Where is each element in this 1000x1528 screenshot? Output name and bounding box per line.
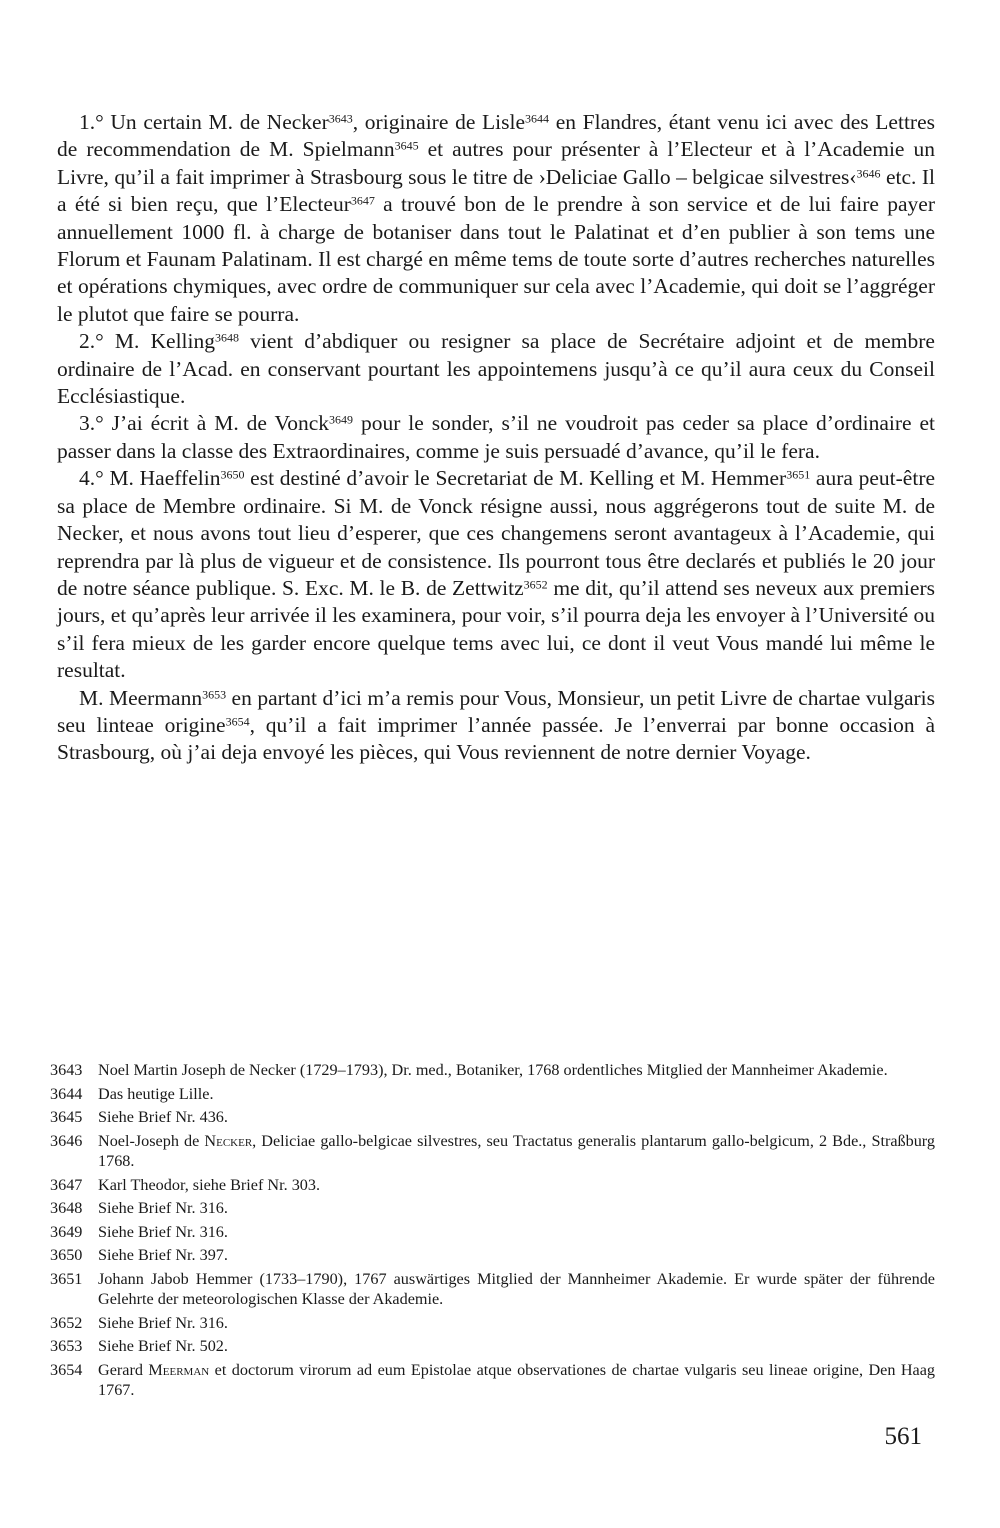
text-run: a trouvé bon de le prendre à son service et de lui faire payer annuellement 1000 fl. à charge de botaniser dans tout le Palatinat et d’en publier à son tems une Florum et Faunam Palatinam. Il est chargé en même tems de toute sorte d’autres recherches naturelles et opérations chymiques, avec ordre de communiquer sur cela avec l’Academie, qui doit se l’aggréger le plutot que faire se pourra.	[57, 192, 935, 326]
author-name: Necker	[204, 1131, 253, 1150]
footnote-item	[50, 1336, 935, 1356]
footnote-number: 3643	[50, 1061, 83, 1079]
footnote-number: 3652	[50, 1313, 83, 1332]
text-run: Johann Jabob Hemmer (1733–1790), 1767 auswärtiges Mitglied der Mannheimer Akademie. Er wurde später der führende Gelehrte der meteorologischen Klasse der Akademie.	[98, 1269, 935, 1309]
footnotes	[50, 1060, 935, 1404]
footnote-item	[50, 1131, 935, 1171]
footnote-ref: 3647	[350, 193, 375, 208]
text-run: M. Meermann	[79, 685, 203, 710]
footnote-number: 3649	[50, 1222, 83, 1241]
text-run: Siehe Brief Nr. 316.	[98, 1313, 228, 1332]
footnote-item	[50, 1060, 935, 1080]
footnote-text	[98, 1269, 935, 1309]
text-run: et autres pour présenter à l’Electeur et à l’Academie un Livre, qu’il a fait imprimer à Strasbourg sous le titre de ›Deliciae Gallo – belgicae silvestres‹	[57, 137, 936, 189]
footnote-number: 3644	[50, 1084, 83, 1103]
page-number: 561	[884, 1423, 922, 1450]
text-run: et doctorum virorum ad eum Epistolae atque observationes de chartae vulgaris seu lineae origine, Den Haag 1767.	[98, 1360, 936, 1400]
text-run: pour le sonder, s’il ne voudroit pas ceder sa place d’ordinaire et passer dans la classe des Extraordinaires, comme je suis persuadé d’avance, qu’il le fera.	[57, 411, 935, 463]
text-run: vient d’abdiquer ou resigner sa place de Secrétaire adjoint et de membre ordinaire de l’Acad. en conservant pourtant les appointemens jusqu’à ce qu’il aura ceux du Conseil Ecclésiastique.	[57, 329, 935, 409]
footnote-text	[98, 1060, 935, 1080]
text-run: me dit, qu’il attend ses neveux aux premiers jours, et qu’après leur arrivée il les examinera, pour voir, s’il pourra deja les envoyer à l’Université ou s’il fera mieux de les garder encore quelque tems avec lui, ce dont il veut Vous mandé lui même le resultat.	[57, 575, 935, 683]
paragraph-3	[57, 410, 935, 465]
text-run: Siehe Brief Nr. 502.	[98, 1337, 228, 1356]
footnote-text	[98, 1222, 935, 1242]
footnote-ref: 3652	[523, 577, 548, 592]
letter-body	[57, 109, 935, 767]
text-run: aura peut-être sa place de Membre ordinaire. Si M. de Vonck résigne aussi, nous aggrégerons tout de suite M. de Necker, et nous avons tout lieu d’esperer, que ces changemens seront avantageux à l’Academie, qui reprendra par là plus de vigueur et de consistence. Ils pourront tous être declarés et publiés le 20 jour de notre séance publique. S. Exc. M. le B. de Zettwitz	[57, 466, 936, 600]
footnote-ref: 3650	[220, 467, 245, 482]
footnote-ref: 3653	[202, 686, 227, 701]
text-run: est destiné d’avoir le Secretariat de M. Kelling et M. Hemmer	[244, 466, 787, 491]
footnote-ref: 3645	[394, 138, 419, 153]
footnote-ref: 3644	[525, 111, 550, 126]
text-run: en partant d’ici m’a remis pour Vous, Monsieur, un petit Livre de chartae vulgaris seu linteae origine	[57, 685, 936, 737]
text-run: etc. Il a été si bien reçu, que l’Electeur	[57, 164, 935, 217]
text-run: 1.° Un certain M. de Necker	[79, 110, 329, 134]
footnote-text	[98, 1198, 935, 1218]
footnote-ref: 3654	[225, 714, 250, 729]
footnote-number: 3646	[50, 1131, 83, 1150]
text-run: Siehe Brief Nr. 316.	[98, 1222, 228, 1241]
text-run: 2.° M. Kelling	[79, 329, 215, 354]
text-run: Das heutige Lille.	[98, 1084, 214, 1103]
author-name: Meerman	[148, 1360, 210, 1379]
footnote-item	[50, 1313, 935, 1333]
footnote-text	[98, 1245, 935, 1265]
footnote-number: 3650	[50, 1246, 83, 1265]
footnote-text	[98, 1107, 935, 1127]
footnote-number: 3645	[50, 1108, 83, 1127]
footnote-text	[98, 1336, 935, 1356]
paragraph-2	[57, 328, 935, 410]
footnote-number: 3654	[50, 1360, 83, 1379]
text-run: Karl Theodor, siehe Brief Nr. 303.	[98, 1175, 321, 1194]
footnote-number: 3647	[50, 1175, 83, 1194]
text-run: , originaire de Lisle	[352, 110, 526, 134]
paragraph-4	[57, 465, 935, 684]
footnote-text	[98, 1313, 935, 1333]
text-run: , qu’il a fait imprimer l’année passée. Je l’enverrai par bonne occasion à Strasbourg, où j’ai deja envoyé les pièces, qui Vous reviennent de notre dernier Voyage.	[57, 712, 935, 765]
footnote-text	[98, 1084, 935, 1104]
footnote-item	[50, 1222, 935, 1242]
text-run: Siehe Brief Nr. 316.	[98, 1199, 228, 1218]
footnote-item	[50, 1269, 935, 1309]
text-run: Siehe Brief Nr. 397.	[98, 1246, 228, 1265]
text-run: Gerard	[98, 1360, 149, 1379]
footnote-ref: 3648	[214, 330, 239, 345]
text-run: Noel-Joseph de	[98, 1131, 205, 1150]
text-run: 3.° J’ai écrit à M. de Vonck	[79, 411, 330, 436]
footnote-number: 3653	[50, 1337, 83, 1356]
paragraph-1	[57, 109, 935, 328]
footnote-number: 3648	[50, 1199, 83, 1218]
text-run: 4.° M. Haeffelin	[79, 466, 221, 491]
footnote-text	[98, 1131, 935, 1171]
text-run: Siehe Brief Nr. 436.	[98, 1108, 228, 1127]
footnote-item	[50, 1245, 935, 1265]
footnote-ref: 3643	[328, 111, 353, 126]
text-run: Noel Martin Joseph de Necker (1729–1793), Dr. med., Botaniker, 1768 ordentliches Mitglied der Mannheimer Akademie.	[98, 1061, 888, 1079]
text-run: en Flandres, étant venu ici avec des Lettres de recommendation de M. Spielmann	[57, 110, 935, 162]
footnote-item	[50, 1175, 935, 1195]
footnote-item	[50, 1198, 935, 1218]
footnote-item	[50, 1084, 935, 1104]
footnote-ref: 3646	[856, 166, 881, 181]
footnote-text	[98, 1175, 935, 1195]
footnote-number: 3651	[50, 1269, 83, 1288]
text-run: , Deliciae gallo-belgicae silvestres, seu Tractatus generalis plantarum gallo-belgicum, 2 Bde., Straßburg 1768.	[98, 1131, 935, 1170]
paragraph-5	[57, 685, 935, 767]
footnote-item	[50, 1360, 935, 1400]
footnote-text	[98, 1360, 935, 1400]
footnote-item	[50, 1107, 935, 1127]
footnote-ref: 3651	[786, 467, 811, 482]
footnote-ref: 3649	[329, 412, 354, 427]
